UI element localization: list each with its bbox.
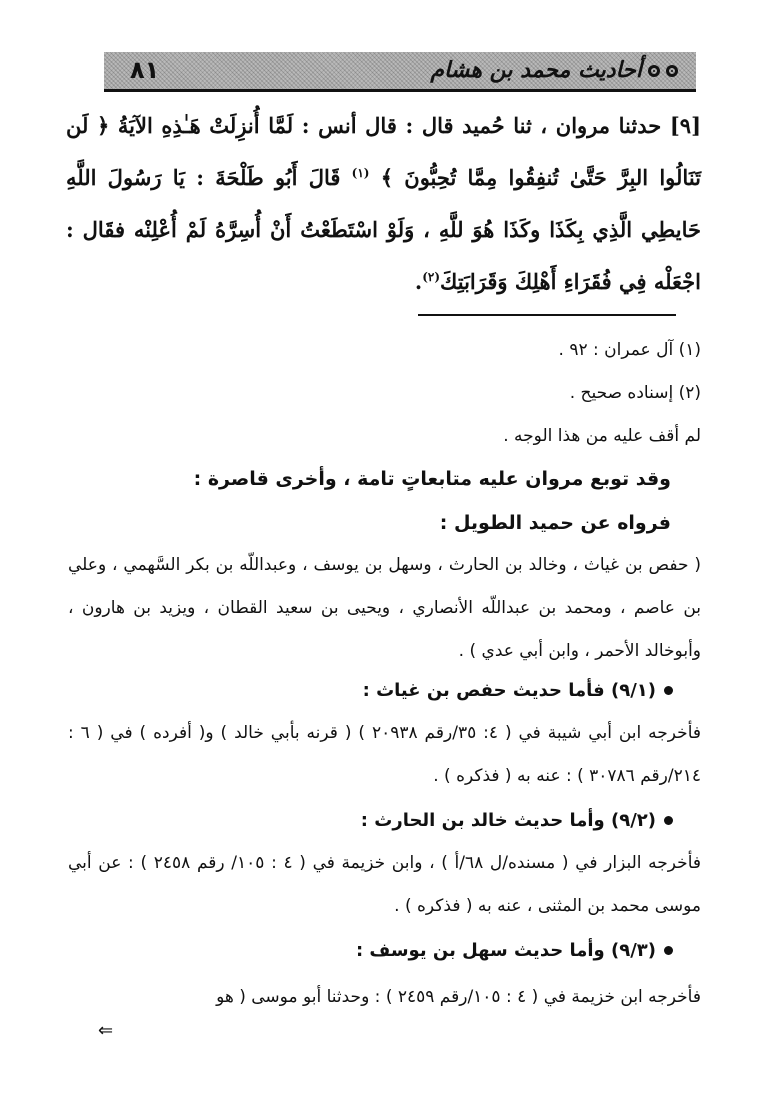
section-heading-1	[363, 680, 673, 701]
section-text-1: فأخرجه ابن أبي شيبة في ( ٤: ٣٥/رقم ٢٠٩٣٨ ) ( قرنه بأبي خالد ) و( أفرده ) في ( ٦ : ٢١٤/رقم ٣٠٧٨٦ ) : عنه به ( فذكره ) .	[68, 723, 701, 786]
footnote-2: (٢) إسناده صحيح .	[569, 383, 701, 403]
section-heading-1-text: (٩/١) فأما حديث حفص بن غياث :	[362, 680, 656, 701]
narrators-heading: فرواه عن حميد الطويل :	[439, 512, 671, 534]
hadith-number: [٩]	[669, 113, 701, 138]
continuation-arrow-icon: ⇐	[98, 1020, 114, 1041]
narrators-list: ( حفص بن غياث ، وخالد بن الحارث ، وسهل بن يوسف ، وعبداللّه بن بكر السَّهمي ، وعلي بن عاصم ، ومحمد بن عبداللّه الأنصاري ، ويحيى بن سعيد القطان ، ويزيد بن هارون ، وأبوخالد الأحمر ، وابن أبي عدي ) .	[68, 555, 701, 661]
bullet-icon	[664, 946, 673, 955]
hadith-text-end: .	[414, 269, 423, 294]
footnote-note: لم أقف عليه من هذا الوجه .	[503, 426, 701, 446]
page-number: ٨١	[130, 56, 160, 84]
bullet-icon	[664, 686, 673, 695]
section-heading-2	[361, 810, 673, 831]
section-text-3: فأخرجه ابن خزيمة في ( ٤ : ١٠٥/رقم ٢٤٥٩ ) : وحدثنا أبو موسى ( هو	[216, 987, 701, 1007]
footnote-ref-2: (٢)	[422, 270, 441, 284]
footnote-divider	[418, 314, 676, 316]
bullet-icon	[664, 816, 673, 825]
double-circle-ornament-icon	[666, 65, 678, 77]
followups-heading: وقد توبع مروان عليه متابعاتٍ تامة ، وأخرى قاصرة :	[193, 468, 671, 490]
hadith-text-part-2: قَالَ أَبُو طَلْحَةَ : يَا رَسُولَ اللَّهِ حَايطِي الَّذِي بِكَذَا وكَذَا هُوَ للَّهِ ، وَلَوْ اسْتَطَعْتُ أَنْ أُسِرَّهُ لَمْ أُعْلِنْه فقَال : اجْعَلْه فِي فُقَرَاءِ أَهْلِكَ وَقَرَابَتِكَ	[66, 165, 701, 294]
section-text-2: فأخرجه البزار في ( مسنده/ل ٦٨/أ ) ، وابن خزيمة في ( ٤ : ١٠٥/ رقم ٢٤٥٨ ) : عن أبي موسى محمد بن المثنى ، عنه به ( فذكره ) .	[68, 853, 701, 916]
section-heading-3-text: (٩/٣) وأما حديث سهل بن يوسف :	[355, 940, 656, 961]
footnote-1: (١) آل عمران : ٩٢ .	[558, 340, 701, 360]
double-circle-ornament-icon	[648, 65, 660, 77]
hadith-text	[66, 100, 701, 308]
footnote-ref-1: (١)	[351, 166, 370, 180]
page-header	[104, 52, 696, 92]
section-heading-2-text: (٩/٢) وأما حديث خالد بن الحارث :	[360, 810, 656, 831]
hadith-text-part-1: حدثنا مروان ، ثنا حُميد قال : قال أنس : لَمَّا أُنزِلَتْ هَـٰذِهِ الآيَةُ ﴿ لَن تَنَالُوا البِرَّ حَتَّىٰ تُنفِقُوا مِمَّا تُحِبُّونَ ﴾	[66, 113, 702, 190]
running-title-text: أحاديث محمد بن هشام	[430, 58, 642, 83]
section-heading-3	[356, 940, 673, 961]
running-title	[430, 58, 678, 83]
